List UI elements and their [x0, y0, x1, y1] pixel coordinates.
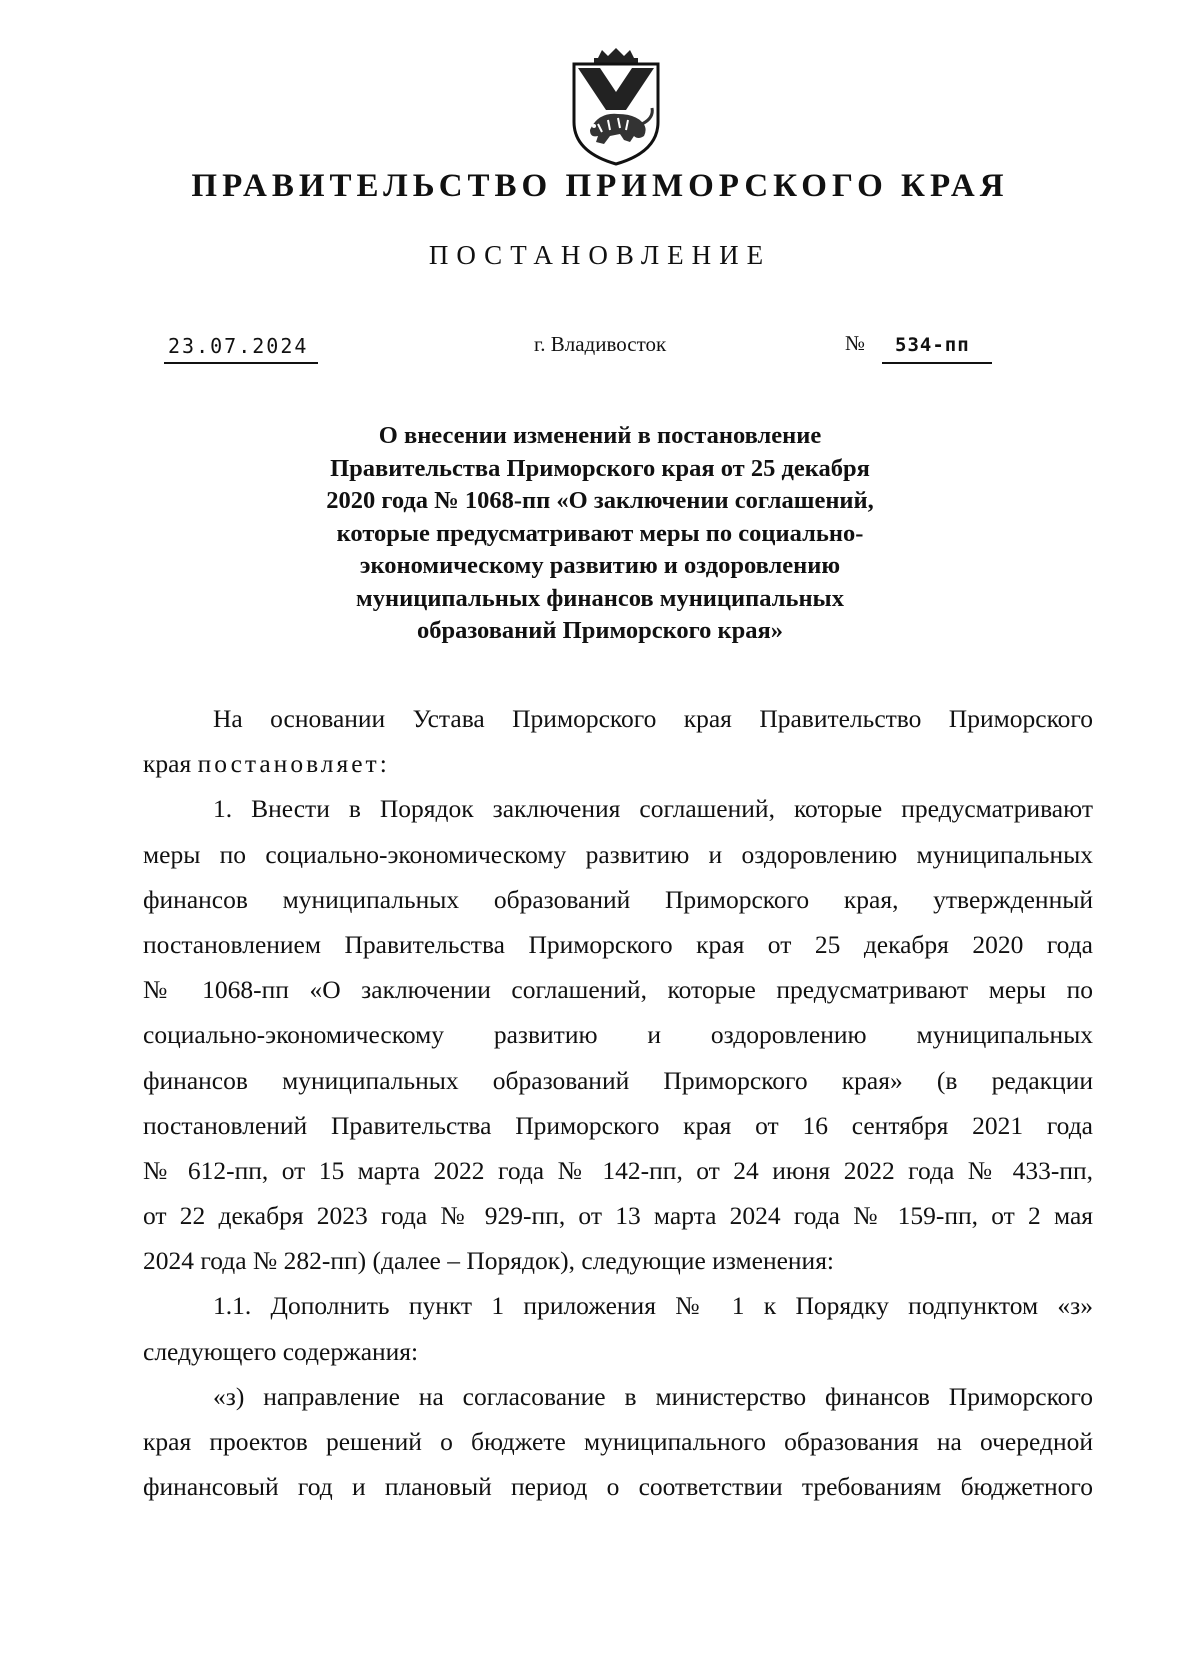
body-line — [143, 741, 1093, 786]
subject-line: О внесении изменений в постановление — [378, 422, 822, 449]
government-title: ПРАВИТЕЛЬСТВО ПРИМОРСКОГО КРАЯ — [191, 168, 1009, 204]
body-line: № 1068-пп «О заключении соглашений, которые предусматривают меры по — [143, 975, 1093, 1005]
body-line: социально-экономическому развитию и оздоровлению муниципальных — [143, 1020, 1093, 1050]
body-line: 1. Внести в Порядок заключения соглашений, которые предусматривают — [213, 794, 1093, 824]
subject-line: экономическому развитию и оздоровлению — [359, 552, 841, 579]
document-type: ПОСТАНОВЛЕНИЕ — [428, 240, 772, 270]
body-line: от 22 декабря 2023 года № 929-пп, от 13 марта 2024 года № 159-пп, от 2 мая — [143, 1201, 1093, 1231]
body-line: меры по социально-экономическому развитию и оздоровлению муниципальных — [143, 839, 1093, 869]
body-line: 2024 года № 282-пп) (далее – Порядок), следующие изменения: — [143, 1246, 835, 1276]
body-line: «з) направление на согласование в министерство финансов Приморского — [213, 1381, 1093, 1411]
document-city: г. Владивосток — [534, 332, 667, 356]
body-line: постановлений Правительства Приморского края от 16 сентября 2021 года — [143, 1110, 1093, 1140]
body-line: 1.1. Дополнить пункт 1 приложения № 1 к Порядку подпунктом «з» — [213, 1291, 1093, 1321]
body-line: финансов муниципальных образований Приморского края» (в редакции — [143, 1065, 1093, 1095]
number-underline — [882, 362, 992, 364]
body-line: следующего содержания: — [143, 1336, 419, 1366]
document-subject — [0, 420, 1200, 648]
body-line: № 612-пп, от 15 марта 2022 года № 142-пп, от 24 июня 2022 года № 433-пп, — [143, 1155, 1093, 1185]
coat-of-arms-icon — [568, 48, 664, 166]
body-line: края проектов решений о бюджете муниципального образования на очередной — [143, 1427, 1093, 1456]
resolves-word: постановляет: — [197, 749, 390, 779]
body-line: финансов муниципальных образований Приморского края, утвержденный — [143, 884, 1093, 914]
body-line: постановлением Правительства Приморского края от 25 декабря 2020 года — [143, 929, 1093, 959]
subject-line: муниципальных финансов муниципальных — [356, 584, 844, 612]
document-number: 534-пп — [895, 334, 970, 356]
subject-line: 2020 года № 1068-пп «О заключении соглашений, — [326, 487, 874, 514]
body-line: На основании Устава Приморского края Правительство Приморского — [213, 704, 1093, 733]
subject-line: которые предусматривают меры по социально- — [336, 519, 864, 547]
subject-line: образований Приморского края» — [416, 617, 784, 644]
subject-line: Правительства Приморского края от 25 декабря — [330, 454, 870, 482]
body-text: края — [143, 749, 192, 779]
number-sign: № — [845, 331, 866, 355]
date-underline — [164, 362, 318, 364]
document-body — [143, 696, 1093, 1509]
document-meta — [0, 326, 1200, 366]
body-line: финансовый год и плановый период о соответствии требованиям бюджетного — [143, 1472, 1093, 1502]
document-date: 23.07.2024 — [168, 334, 309, 358]
